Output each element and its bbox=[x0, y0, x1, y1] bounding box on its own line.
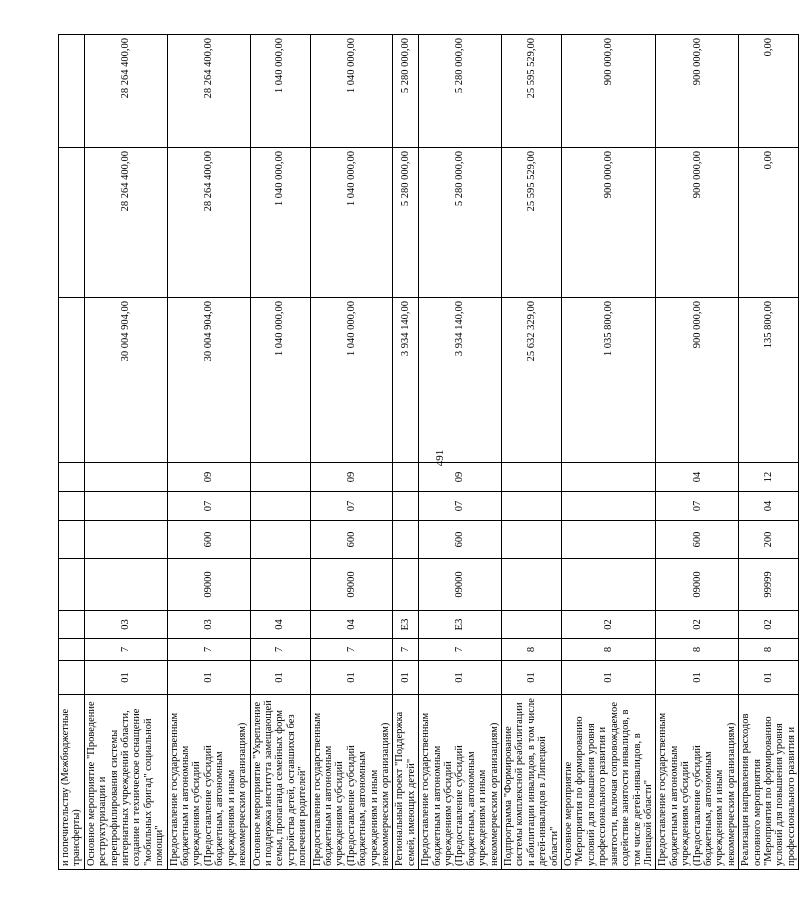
code-cell-c1: 01 bbox=[419, 661, 502, 695]
table-row bbox=[250, 35, 310, 870]
code-cell-c2: 7 bbox=[419, 639, 502, 661]
code-cell-c5: 600 bbox=[419, 521, 502, 559]
code-cell-c3: Е3 bbox=[393, 611, 419, 639]
table-row bbox=[84, 35, 167, 870]
code-cell-c7 bbox=[84, 463, 167, 492]
code-cell-c3: 04 bbox=[250, 611, 310, 639]
row-name: и попечительству (Межбюджетные трансферты) bbox=[59, 695, 85, 870]
amount-cell-v1: 30 004 904,00 bbox=[84, 298, 167, 463]
code-cell-c4 bbox=[250, 559, 310, 611]
amount-cell-v3: 5 280 000,00 bbox=[393, 35, 419, 148]
table-row bbox=[502, 35, 562, 870]
amount-cell-v1: 1 040 000,00 bbox=[310, 298, 393, 463]
code-cell-c4: 99999 bbox=[739, 559, 799, 611]
code-cell-c3: Е3 bbox=[419, 611, 502, 639]
code-cell-c4: 09000 bbox=[656, 559, 739, 611]
code-cell-c5: 600 bbox=[656, 521, 739, 559]
amount-cell-v2: 5 280 000,00 bbox=[419, 148, 502, 298]
amount-cell-v1: 1 040 000,00 bbox=[250, 298, 310, 463]
code-cell-c3: 03 bbox=[167, 611, 250, 639]
code-cell-c7 bbox=[562, 463, 656, 492]
cell-empty bbox=[59, 639, 85, 661]
code-cell-c7: 12 bbox=[739, 463, 799, 492]
code-cell-c7: 09 bbox=[310, 463, 393, 492]
code-cell-c3: 02 bbox=[656, 611, 739, 639]
amount-cell-v2: 5 280 000,00 bbox=[393, 148, 419, 298]
code-cell-c3 bbox=[502, 611, 562, 639]
code-cell-c3: 03 bbox=[84, 611, 167, 639]
cell-empty bbox=[59, 559, 85, 611]
amount-cell-v2: 0,00 bbox=[739, 148, 799, 298]
code-cell-c5 bbox=[562, 521, 656, 559]
code-cell-c1: 01 bbox=[250, 661, 310, 695]
code-cell-c4: 09000 bbox=[419, 559, 502, 611]
amount-cell-v1: 3 934 140,00 bbox=[393, 298, 419, 463]
cell-empty bbox=[59, 35, 85, 148]
code-cell-c6 bbox=[393, 492, 419, 521]
code-cell-c6: 07 bbox=[167, 492, 250, 521]
code-cell-c6 bbox=[562, 492, 656, 521]
page-number: 491 bbox=[434, 449, 446, 467]
amount-cell-v1: 1 035 800,00 bbox=[562, 298, 656, 463]
amount-cell-v2: 28 264 400,00 bbox=[167, 148, 250, 298]
code-cell-c3: 02 bbox=[739, 611, 799, 639]
cell-empty bbox=[59, 463, 85, 492]
amount-cell-v3: 25 595 529,00 bbox=[502, 35, 562, 148]
code-cell-c5 bbox=[84, 521, 167, 559]
amount-cell-v1: 3 934 140,00 bbox=[419, 298, 502, 463]
amount-cell-v1: 135 800,00 bbox=[739, 298, 799, 463]
code-cell-c7 bbox=[250, 463, 310, 492]
code-cell-c6 bbox=[84, 492, 167, 521]
row-name: Реализация направления расходов основного мероприятия "Мероприятия по формированию условий для повышения уровня профессионального развития и bbox=[739, 695, 799, 870]
code-cell-c6: 07 bbox=[310, 492, 393, 521]
cell-empty bbox=[59, 611, 85, 639]
code-cell-c1: 01 bbox=[656, 661, 739, 695]
budget-table bbox=[58, 34, 799, 870]
amount-cell-v3: 900 000,00 bbox=[656, 35, 739, 148]
amount-cell-v2: 900 000,00 bbox=[656, 148, 739, 298]
code-cell-c2: 7 bbox=[167, 639, 250, 661]
code-cell-c7: 09 bbox=[167, 463, 250, 492]
table-row bbox=[167, 35, 250, 870]
amount-cell-v3: 28 264 400,00 bbox=[167, 35, 250, 148]
code-cell-c5: 200 bbox=[739, 521, 799, 559]
amount-cell-v1: 900 000,00 bbox=[656, 298, 739, 463]
table-row bbox=[656, 35, 739, 870]
rotated-table-container bbox=[58, 35, 797, 870]
amount-cell-v3: 1 040 000,00 bbox=[310, 35, 393, 148]
cell-empty bbox=[59, 492, 85, 521]
row-name: Предоставление государственным бюджетным и автономным учреждениям субсидий (Предоставление субсидий бюджетным, автономным учреждениям и иным некоммерческим организациям) bbox=[419, 695, 502, 870]
code-cell-c2: 8 bbox=[656, 639, 739, 661]
code-cell-c3: 02 bbox=[562, 611, 656, 639]
code-cell-c2: 7 bbox=[310, 639, 393, 661]
amount-cell-v2: 25 595 529,00 bbox=[502, 148, 562, 298]
code-cell-c1: 01 bbox=[310, 661, 393, 695]
code-cell-c4 bbox=[393, 559, 419, 611]
code-cell-c1: 01 bbox=[502, 661, 562, 695]
amount-cell-v1: 25 632 329,00 bbox=[502, 298, 562, 463]
code-cell-c4: 09000 bbox=[167, 559, 250, 611]
amount-cell-v3: 5 280 000,00 bbox=[419, 35, 502, 148]
row-name: Предоставление государственным бюджетным и автономным учреждениям субсидий (Предоставление субсидий бюджетным, автономным учреждениям и иным некоммерческим организациям) bbox=[656, 695, 739, 870]
code-cell-c6 bbox=[502, 492, 562, 521]
code-cell-c1: 01 bbox=[393, 661, 419, 695]
row-name: Региональный проект "Поддержка семей, имеющих детей" bbox=[393, 695, 419, 870]
amount-cell-v2: 1 040 000,00 bbox=[310, 148, 393, 298]
table-row bbox=[310, 35, 393, 870]
code-cell-c6 bbox=[250, 492, 310, 521]
row-name: Подпрограмма "Формирование системы комплексной реабилитации и абилитации инвалидов, в том числе детей-инвалидов в Липецкой области" bbox=[502, 695, 562, 870]
code-cell-c1: 01 bbox=[167, 661, 250, 695]
code-cell-c1: 01 bbox=[84, 661, 167, 695]
code-cell-c4 bbox=[502, 559, 562, 611]
amount-cell-v3: 1 040 000,00 bbox=[250, 35, 310, 148]
cell-empty bbox=[59, 661, 85, 695]
code-cell-c2: 8 bbox=[739, 639, 799, 661]
code-cell-c1: 01 bbox=[562, 661, 656, 695]
cell-empty bbox=[59, 521, 85, 559]
row-name: Основное мероприятие "Проведение реструктуризации и перепрофилирования системы интернатных учреждений области, создание и техническое оснащение "мобильных бригад" социальной помощи" bbox=[84, 695, 167, 870]
cell-empty bbox=[59, 298, 85, 463]
amount-cell-v3: 0,00 bbox=[739, 35, 799, 148]
code-cell-c7 bbox=[393, 463, 419, 492]
code-cell-c1: 01 bbox=[739, 661, 799, 695]
table-row bbox=[419, 35, 502, 870]
amount-cell-v1: 30 004 904,00 bbox=[167, 298, 250, 463]
table-row-continuation bbox=[59, 35, 85, 870]
table-row bbox=[739, 35, 799, 870]
code-cell-c5: 600 bbox=[310, 521, 393, 559]
row-name: Предоставление государственным бюджетным и автономным учреждениям субсидий (Предоставление субсидий бюджетным, автономным учреждениям и иным некоммерческим организациям) bbox=[310, 695, 393, 870]
row-name: Предоставление государственным бюджетным и автономным учреждениям субсидий (Предоставление субсидий бюджетным, автономным учреждениям и иным некоммерческим организациям) bbox=[167, 695, 250, 870]
row-name: Основное мероприятие "Укрепление и поддержка института замещающей семьи, пропаганда семейных форм устройства детей, оставшихся без попечения родителей" bbox=[250, 695, 310, 870]
row-name: Основное мероприятие "Мероприятия по формированию условий для повышения уровня профессионального развития и занятости, включая сопровождаемое содействие занятости инвалидов, в том числе детей-инвалидов, в Липецкой области" bbox=[562, 695, 656, 870]
code-cell-c4 bbox=[84, 559, 167, 611]
code-cell-c2: 7 bbox=[393, 639, 419, 661]
amount-cell-v2: 28 264 400,00 bbox=[84, 148, 167, 298]
amount-cell-v3: 28 264 400,00 bbox=[84, 35, 167, 148]
amount-cell-v2: 900 000,00 bbox=[562, 148, 656, 298]
code-cell-c7 bbox=[502, 463, 562, 492]
code-cell-c5 bbox=[393, 521, 419, 559]
code-cell-c5: 600 bbox=[167, 521, 250, 559]
code-cell-c2: 8 bbox=[562, 639, 656, 661]
table-row bbox=[562, 35, 656, 870]
code-cell-c7: 09 bbox=[419, 463, 502, 492]
code-cell-c2: 8 bbox=[502, 639, 562, 661]
table-row bbox=[393, 35, 419, 870]
code-cell-c6: 07 bbox=[419, 492, 502, 521]
code-cell-c2: 7 bbox=[250, 639, 310, 661]
code-cell-c2: 7 bbox=[84, 639, 167, 661]
cell-empty bbox=[59, 148, 85, 298]
code-cell-c7: 04 bbox=[656, 463, 739, 492]
code-cell-c4: 09000 bbox=[310, 559, 393, 611]
code-cell-c5 bbox=[250, 521, 310, 559]
code-cell-c4 bbox=[562, 559, 656, 611]
code-cell-c6: 07 bbox=[656, 492, 739, 521]
code-cell-c3: 04 bbox=[310, 611, 393, 639]
code-cell-c6: 04 bbox=[739, 492, 799, 521]
amount-cell-v3: 900 000,00 bbox=[562, 35, 656, 148]
code-cell-c5 bbox=[502, 521, 562, 559]
amount-cell-v2: 1 040 000,00 bbox=[250, 148, 310, 298]
